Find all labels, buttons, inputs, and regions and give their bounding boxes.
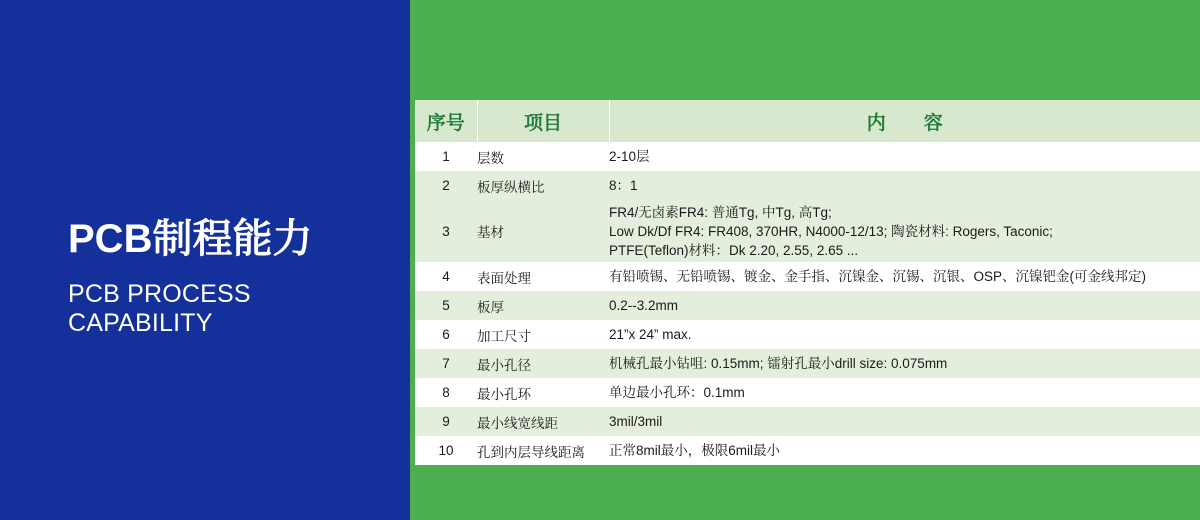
table-row (415, 291, 1200, 320)
table-row (415, 142, 1200, 171)
content-line: 0.2--3.2mm (609, 298, 679, 313)
content-line: FR4/无卤素FR4: 普通Tg, 中Tg, 高Tg; (609, 204, 832, 220)
cell-no: 3 (415, 200, 477, 262)
table-row (415, 320, 1200, 349)
content-line: Low Dk/Df FR4: FR408, 370HR, N4000-12/13; 陶瓷材料: Rogers, Taconic; (609, 223, 1053, 239)
cell-no: 8 (415, 378, 477, 407)
cell-content (609, 436, 1200, 465)
cell-no: 5 (415, 291, 477, 320)
column-header-item: 项目 (477, 100, 609, 142)
cell-content (609, 349, 1200, 378)
cell-item: 基材 (477, 200, 609, 262)
cell-content (609, 171, 1200, 200)
cell-content (609, 262, 1200, 291)
table-row (415, 407, 1200, 436)
cell-content (609, 378, 1200, 407)
cell-item: 板厚 (477, 291, 609, 320)
table-header-row (415, 100, 1200, 142)
spec-table-wrapper (415, 100, 1200, 465)
cell-item: 最小孔环 (477, 378, 609, 407)
cell-no: 7 (415, 349, 477, 378)
cell-content (609, 291, 1200, 320)
cell-item: 层数 (477, 142, 609, 171)
cell-no: 9 (415, 407, 477, 436)
content-line: 正常8mil最小，极限6mil最小 (609, 443, 781, 458)
spec-table (415, 100, 1200, 465)
table-row (415, 200, 1200, 262)
left-title-panel (0, 0, 410, 520)
page-title-en-line1: PCB PROCESS (68, 280, 251, 308)
content-line: PTFE(Teflon)材料：Dk 2.20, 2.55, 2.65 ... (609, 242, 859, 258)
cell-content (609, 407, 1200, 436)
table-row (415, 436, 1200, 465)
cell-no: 1 (415, 142, 477, 171)
content-line: 8：1 (609, 178, 638, 193)
column-header-no: 序号 (415, 100, 477, 142)
content-line: 2-10层 (609, 149, 650, 164)
content-line: 3mil/3mil (609, 414, 663, 429)
title-block (68, 216, 398, 338)
cell-item: 表面处理 (477, 262, 609, 291)
cell-no: 10 (415, 436, 477, 465)
cell-no: 4 (415, 262, 477, 291)
cell-item: 最小线宽线距 (477, 407, 609, 436)
cell-item: 板厚纵横比 (477, 171, 609, 200)
table-row (415, 378, 1200, 407)
right-content-panel (410, 0, 1200, 520)
table-row (415, 262, 1200, 291)
content-line: 21”x 24” max. (609, 327, 692, 342)
content-line: 单边最小孔环：0.1mm (609, 385, 745, 400)
page-title-cn: PCB制程能力 (68, 217, 313, 261)
cell-content (609, 320, 1200, 349)
content-line: 有铅喷锡、无铅喷锡、镀金、金手指、沉镍金、沉锡、沉银、OSP、沉镍钯金(可金线邦定) (609, 269, 1146, 284)
cell-item: 加工尺寸 (477, 320, 609, 349)
cell-item: 最小孔径 (477, 349, 609, 378)
cell-no: 2 (415, 171, 477, 200)
page-title-en-line2: CAPABILITY (68, 309, 213, 337)
table-row (415, 349, 1200, 378)
page-title-en (68, 280, 398, 338)
table-row (415, 171, 1200, 200)
column-header-content: 内 容 (609, 100, 1200, 142)
cell-no: 6 (415, 320, 477, 349)
cell-content (609, 142, 1200, 171)
table-body (415, 142, 1200, 465)
cell-content (609, 200, 1200, 262)
content-line: 机械孔最小钻咀: 0.15mm; 镭射孔最小drill size: 0.075mm (609, 356, 948, 371)
cell-item: 孔到内层导线距离 (477, 436, 609, 465)
